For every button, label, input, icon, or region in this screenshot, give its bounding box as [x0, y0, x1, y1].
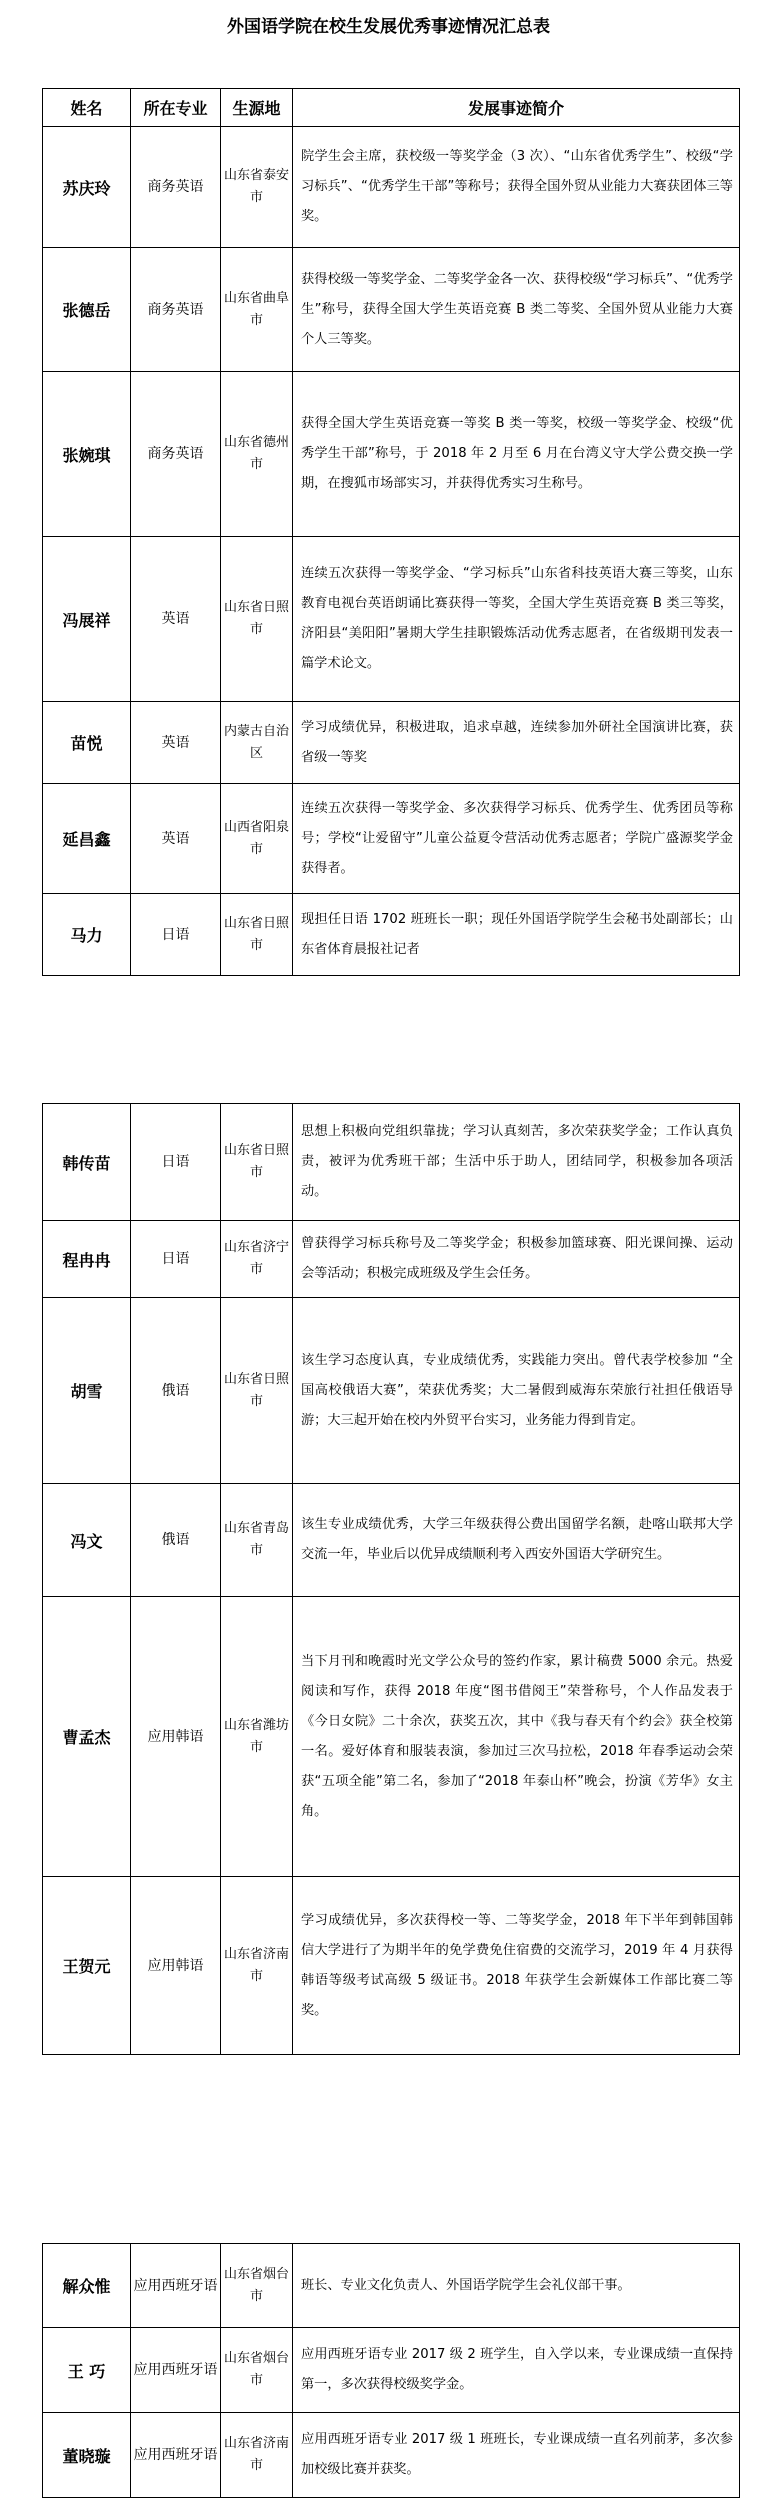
table-row [43, 2413, 740, 2498]
student-major: 应用西班牙语 [131, 2244, 221, 2328]
student-major: 应用西班牙语 [131, 2413, 221, 2498]
table-row [43, 894, 740, 976]
student-name: 程冉冉 [43, 1221, 131, 1298]
honors-table-part-3 [42, 2243, 740, 2498]
table-row [43, 248, 740, 372]
student-origin: 山西省阳泉市 [221, 784, 293, 894]
student-origin: 山东省泰安市 [221, 127, 293, 248]
student-origin: 山东省济南市 [221, 2413, 293, 2498]
table-header-row [43, 89, 740, 127]
header-major: 所在专业 [131, 89, 221, 127]
student-achievements: 院学生会主席，获校级一等奖学金（3 次）、“山东省优秀学生”、校级“学习标兵”、“优秀学生干部”等称号；获得全国外贸从业能力大赛获团体三等奖。 [293, 127, 740, 248]
student-origin: 山东省德州市 [221, 372, 293, 537]
student-achievements: 获得全国大学生英语竞赛一等奖 B 类一等奖，校级一等奖学金、校级“优秀学生干部”称号，于 2018 年 2 月至 6 月在台湾义守大学公费交换一学期，在搜狐市场部实习，并获得优秀实习生称号。 [293, 372, 740, 537]
student-origin: 山东省济宁市 [221, 1221, 293, 1298]
header-name: 姓名 [43, 89, 131, 127]
student-origin: 山东省济南市 [221, 1877, 293, 2055]
table-row [43, 537, 740, 702]
student-name: 胡雪 [43, 1298, 131, 1484]
student-achievements: 该生专业成绩优秀，大学三年级获得公费出国留学名额，赴喀山联邦大学交流一年，毕业后以优异成绩顺利考入西安外国语大学研究生。 [293, 1484, 740, 1597]
student-name: 冯展祥 [43, 537, 131, 702]
student-major: 商务英语 [131, 248, 221, 372]
student-origin: 山东省青岛市 [221, 1484, 293, 1597]
student-achievements: 连续五次获得一等奖学金、“学习标兵”山东省科技英语大赛三等奖，山东教育电视台英语朗诵比赛获得一等奖，全国大学生英语竞赛 B 类三等奖，济阳县“美阳阳”暑期大学生挂职锻炼活动优秀志愿者，在省级期刊发表一篇学术论文。 [293, 537, 740, 702]
table-row [43, 1221, 740, 1298]
table-row [43, 372, 740, 537]
student-origin: 山东省日照市 [221, 1104, 293, 1221]
student-major: 商务英语 [131, 127, 221, 248]
student-major: 英语 [131, 784, 221, 894]
student-name: 马力 [43, 894, 131, 976]
student-achievements: 当下月刊和晚霞时光文学公众号的签约作家，累计稿费 5000 余元。热爱阅读和写作，获得 2018 年度“图书借阅王”荣誉称号，个人作品发表于《今日女院》二十余次，获奖五次，其中《我与春天有个约会》获全校第一名。爱好体育和服装表演，参加过三次马拉松，2018 年春季运动会荣获“五项全能”第二名，参加了“2018 年泰山杯”晚会，扮演《芳华》女主角。 [293, 1597, 740, 1877]
student-origin: 山东省潍坊市 [221, 1597, 293, 1877]
table-row [43, 1484, 740, 1597]
table-row [43, 1298, 740, 1484]
table-row [43, 784, 740, 894]
student-origin: 山东省日照市 [221, 537, 293, 702]
student-major: 日语 [131, 1104, 221, 1221]
table-row [43, 1877, 740, 2055]
student-achievements: 曾获得学习标兵称号及二等奖学金；积极参加篮球赛、阳光课间操、运动会等活动；积极完成班级及学生会任务。 [293, 1221, 740, 1298]
student-achievements: 学习成绩优异，积极进取，追求卓越，连续参加外研社全国演讲比赛，获省级一等奖 [293, 702, 740, 784]
table-row [43, 1104, 740, 1221]
student-name: 苗悦 [43, 702, 131, 784]
table-row [43, 1597, 740, 1877]
student-achievements: 应用西班牙语专业 2017 级 1 班班长，专业课成绩一直名列前茅，多次参加校级比赛并获奖。 [293, 2413, 740, 2498]
student-name: 曹孟杰 [43, 1597, 131, 1877]
student-achievements: 获得校级一等奖学金、二等奖学金各一次、获得校级“学习标兵”、“优秀学生”称号，获得全国大学生英语竞赛 B 类二等奖、全国外贸从业能力大赛个人三等奖。 [293, 248, 740, 372]
student-name: 张德岳 [43, 248, 131, 372]
student-major: 俄语 [131, 1298, 221, 1484]
student-major: 日语 [131, 894, 221, 976]
student-name: 冯文 [43, 1484, 131, 1597]
table-row [43, 2328, 740, 2413]
student-achievements: 现担任日语 1702 班班长一职；现任外国语学院学生会秘书处副部长；山东省体育晨报社记者 [293, 894, 740, 976]
student-achievements: 学习成绩优异，多次获得校一等、二等奖学金，2018 年下半年到韩国韩信大学进行了为期半年的免学费免住宿费的交流学习，2019 年 4 月获得韩语等级考试高级 5 级证书。2018 年获学生会新媒体工作部比赛二等奖。 [293, 1877, 740, 2055]
student-major: 应用西班牙语 [131, 2328, 221, 2413]
honors-table-part-1 [42, 88, 740, 976]
student-major: 英语 [131, 702, 221, 784]
student-name: 董晓璇 [43, 2413, 131, 2498]
student-name: 苏庆玲 [43, 127, 131, 248]
header-origin: 生源地 [221, 89, 293, 127]
student-major: 俄语 [131, 1484, 221, 1597]
student-major: 英语 [131, 537, 221, 702]
student-name: 韩传苗 [43, 1104, 131, 1221]
student-origin: 山东省曲阜市 [221, 248, 293, 372]
document-title: 外国语学院在校生发展优秀事迹情况汇总表 [227, 17, 550, 37]
student-origin: 山东省烟台市 [221, 2244, 293, 2328]
student-major: 商务英语 [131, 372, 221, 537]
header-desc: 发展事迹简介 [293, 89, 740, 127]
honors-table-part-2 [42, 1103, 740, 2055]
student-major: 应用韩语 [131, 1877, 221, 2055]
student-achievements: 该生学习态度认真，专业成绩优秀，实践能力突出。曾代表学校参加 “全国高校俄语大赛”，荣获优秀奖；大二暑假到威海东荣旅行社担任俄语导游；大三起开始在校内外贸平台实习，业务能力得到肯定。 [293, 1298, 740, 1484]
student-name: 延昌鑫 [43, 784, 131, 894]
table-row [43, 127, 740, 248]
student-achievements: 连续五次获得一等奖学金、多次获得学习标兵、优秀学生、优秀团员等称号；学校“让爱留守”儿童公益夏令营活动优秀志愿者；学院广盛源奖学金获得者。 [293, 784, 740, 894]
student-origin: 山东省日照市 [221, 894, 293, 976]
table-row [43, 2244, 740, 2328]
student-name: 王贺元 [43, 1877, 131, 2055]
student-origin: 山东省烟台市 [221, 2328, 293, 2413]
student-origin: 山东省日照市 [221, 1298, 293, 1484]
student-name: 张婉琪 [43, 372, 131, 537]
student-achievements: 应用西班牙语专业 2017 级 2 班学生，自入学以来，专业课成绩一直保持第一，多次获得校级奖学金。 [293, 2328, 740, 2413]
student-achievements: 班长、专业文化负责人、外国语学院学生会礼仪部干事。 [293, 2244, 740, 2328]
student-major: 应用韩语 [131, 1597, 221, 1877]
student-name: 王 巧 [43, 2328, 131, 2413]
table-row [43, 702, 740, 784]
student-name: 解众惟 [43, 2244, 131, 2328]
student-major: 日语 [131, 1221, 221, 1298]
student-origin: 内蒙古自治区 [221, 702, 293, 784]
student-achievements: 思想上积极向党组织靠拢；学习认真刻苦，多次荣获奖学金；工作认真负责，被评为优秀班干部；生活中乐于助人，团结同学，积极参加各项活动。 [293, 1104, 740, 1221]
